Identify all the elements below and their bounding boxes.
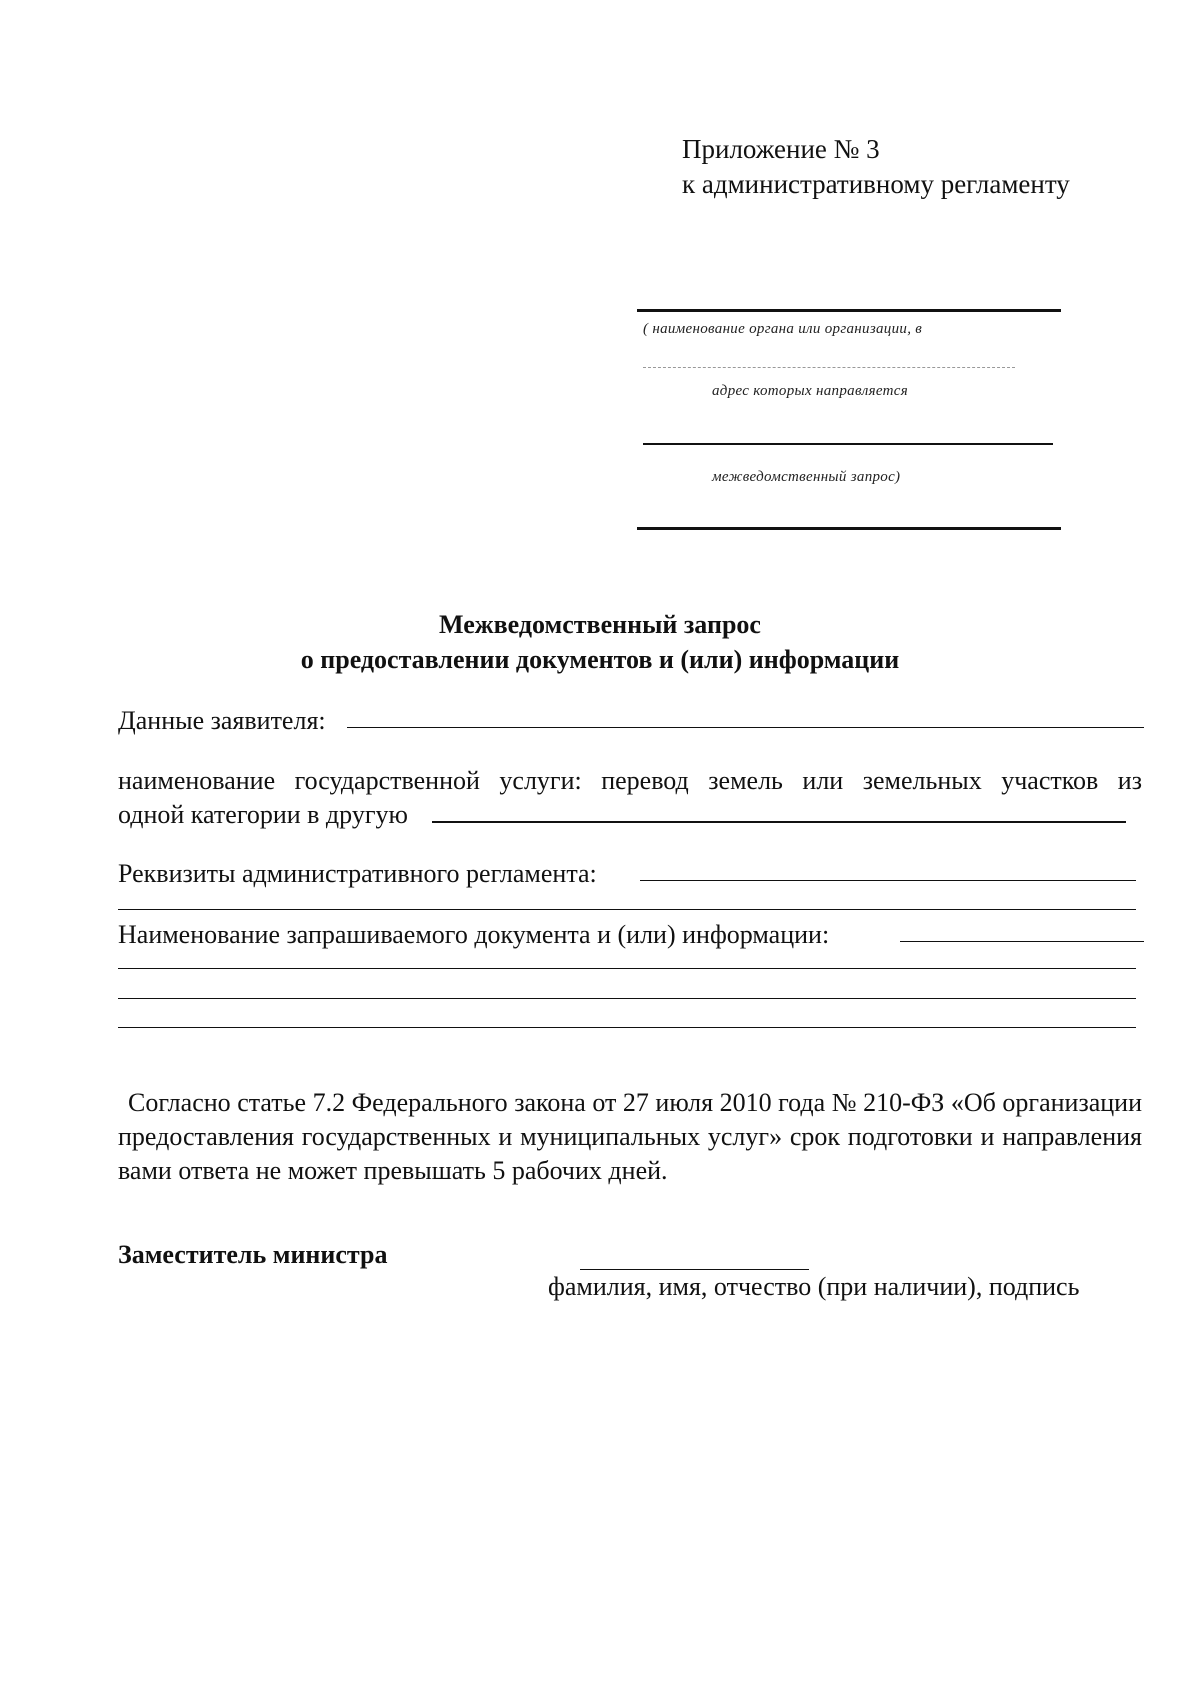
addressee-line-top <box>637 309 1061 312</box>
requested-document-fill-line-4[interactable] <box>118 1027 1136 1028</box>
regulation-fill-line-2[interactable] <box>118 909 1136 910</box>
regulation-fill-line-1[interactable] <box>640 880 1136 881</box>
addressee-line-bottom <box>637 527 1061 530</box>
addressee-caption-3: межведомственный запрос) <box>712 469 901 485</box>
requested-document-fill-line-3[interactable] <box>118 998 1136 999</box>
requested-document-fill-line-1[interactable] <box>900 941 1144 942</box>
legal-notice-paragraph: Согласно статье 7.2 Федерального закона от 27 июля 2010 года № 210-ФЗ «Об организации предоставления государственных и муниципальных услуг» срок подготовки и направления вами ответа не может превышать 5 рабочих дней. <box>118 1088 1142 1185</box>
service-fill-line[interactable] <box>432 821 1126 823</box>
addressee-line-faint <box>643 367 1015 368</box>
applicant-fill-line[interactable] <box>347 727 1144 728</box>
addressee-caption-2: адрес которых направляется <box>712 383 908 399</box>
document-title: Межведомственный запрос <box>439 610 761 639</box>
addressee-caption-1: ( наименование органа или организации, в <box>643 321 923 337</box>
applicant-label: Данные заявителя: <box>118 706 326 735</box>
regulation-label: Реквизиты административного регламента: <box>118 859 597 888</box>
signature-fill-line[interactable] <box>580 1269 809 1270</box>
requested-document-label: Наименование запрашиваемого документа и (или) информации: <box>118 920 830 949</box>
requested-document-fill-line-2[interactable] <box>118 968 1136 969</box>
document-subtitle: о предоставлении документов и (или) информации <box>300 645 900 674</box>
appendix-number: Приложение № 3 <box>682 134 880 164</box>
signer-position: Заместитель министра <box>118 1240 388 1269</box>
addressee-line-middle <box>643 443 1053 445</box>
service-name-line-2: одной категории в другую <box>118 800 408 829</box>
appendix-reference: к административному регламенту <box>682 169 1070 199</box>
signature-caption: фамилия, имя, отчество (при наличии), подпись <box>548 1272 1080 1301</box>
service-name-line-1: наименование государственной услуги: перевод земель или земельных участков из <box>118 766 1142 795</box>
